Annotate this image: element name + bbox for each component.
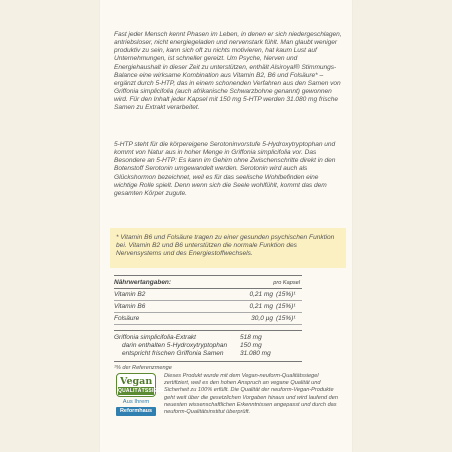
certification-text: Dieses Produkt wurde mit dem Vegan-neuform-Qualitätssiegel zertifiziert, weil es den hohen Anspruch an vegane Qualität und Sicherheit zu 100% erfüllt. Die Qualität der neuform-Vegan-Produkte geht weit über die gesetzlichen Vorgaben hinaus und wird laufend den neuesten wissenschaftlichen Erkenntnissen angepasst und durch das neuform-Qualitätsinstitut überprüft. [164, 373, 338, 416]
table-row [114, 313, 302, 325]
nutrient-name: Vitamin B6 [114, 303, 146, 310]
extract-sub-value: 31.080 mg [240, 350, 271, 357]
nutrient-amount: 30,0 µg [251, 315, 273, 322]
vegan-seal-logo [116, 373, 168, 433]
vegan-seal [116, 373, 168, 397]
reference-footnote: ¹% der Referenzmenge [114, 365, 172, 371]
product-info-card [100, 0, 352, 452]
nutrient-percent: (15%)¹ [276, 291, 296, 298]
nutrient-percent: (15%)¹ [276, 315, 296, 322]
extract-block [114, 330, 302, 362]
aus-ihrem-label: Aus Ihrem [122, 399, 150, 405]
htp-paragraph: 5-HTP steht für die körpereigene Serotoninvorstufe 5-Hydroxytryptophan und kommt von Natur aus in hoher Menge in Griffonia simplicifolia vor. Das Besondere an 5-HTP: Es kann im Gehirn ohne Zwischenschritte direkt in den Botenstoff Serotonin umgewandelt werden. Serotonin wird auch als Glückshormon bezeichnet, weil es für das seelische Wohlbefinden eine wichtige Rolle spielt. Denn wenn sich die Seele wohlfühlt, kommt das dem gesamten Körper zugute. [114, 141, 336, 197]
table-row [114, 301, 302, 313]
extract-sub-row [114, 350, 302, 358]
extract-sub-label: darin enthalten 5-Hydroxytryptophan [122, 342, 228, 349]
extract-amount: 518 mg [240, 334, 262, 341]
reformhaus-logo: Reformhaus [116, 407, 156, 416]
nutrition-header: Nährwertangaben: [114, 279, 172, 286]
extract-name: Griffonia simplicifolia-Extrakt [114, 334, 196, 341]
table-header [114, 276, 302, 289]
nutrient-name: Folsäure [114, 315, 140, 322]
health-claim-box [110, 228, 346, 268]
nutrition-table [114, 275, 302, 371]
extract-sub-label: entspricht frischen Griffonia Samen [122, 350, 224, 357]
vegan-wordmark: Vegan [120, 376, 153, 387]
nutrient-amount: 0,21 mg [249, 291, 273, 298]
extract-row [114, 334, 302, 342]
nutrient-percent: (15%)¹ [276, 303, 296, 310]
nutrient-name: Vitamin B2 [114, 291, 146, 298]
intro-paragraph: Fast jeder Mensch kennt Phasen im Leben, in denen er sich niedergeschlagen, antriebsloser, nicht energiegeladen und nervenstark fühlt. Man glaubt weniger produktiv zu sein, kann sich oft zu nichts motivieren, hat kaum Lust auf Unternehmungen, ist schneller gereizt. Um Psyche, Nerven und Energiehaushalt in dieser Zeit zu unterstützen, enthält Alsiroyal® Stimmungs-Balance eine wirksame Kombination aus Vitamin B2, B6 und Folsäure* – ergänzt durch 5-HTP, das in einem schonenden Verfahren aus den Samen von Griffonia simplicifolia (auch afrikanische Schwarzbohne genannt) gewonnen wird. Für den Inhalt jeder Kapsel mit 150 mg 5-HTP werden 31.080 mg frische Samen zu Extrakt verarbeitet. [114, 31, 342, 112]
extract-sub-row [114, 342, 302, 350]
table-row [114, 289, 302, 301]
nutrient-amount: 0,21 mg [249, 303, 273, 310]
extract-sub-value: 150 mg [240, 342, 262, 349]
health-claim-text: * Vitamin B6 und Folsäure tragen zu einer gesunden psychischen Funktion bei. Vitamin B2 und B6 unterstützen die normale Funktion des Nervensystems und des Energiestoffwechsels. [116, 234, 335, 258]
seal-band: QUALITÄTSSIEGEL [118, 388, 168, 394]
per-capsule-label: pro Kapsel [273, 279, 300, 286]
